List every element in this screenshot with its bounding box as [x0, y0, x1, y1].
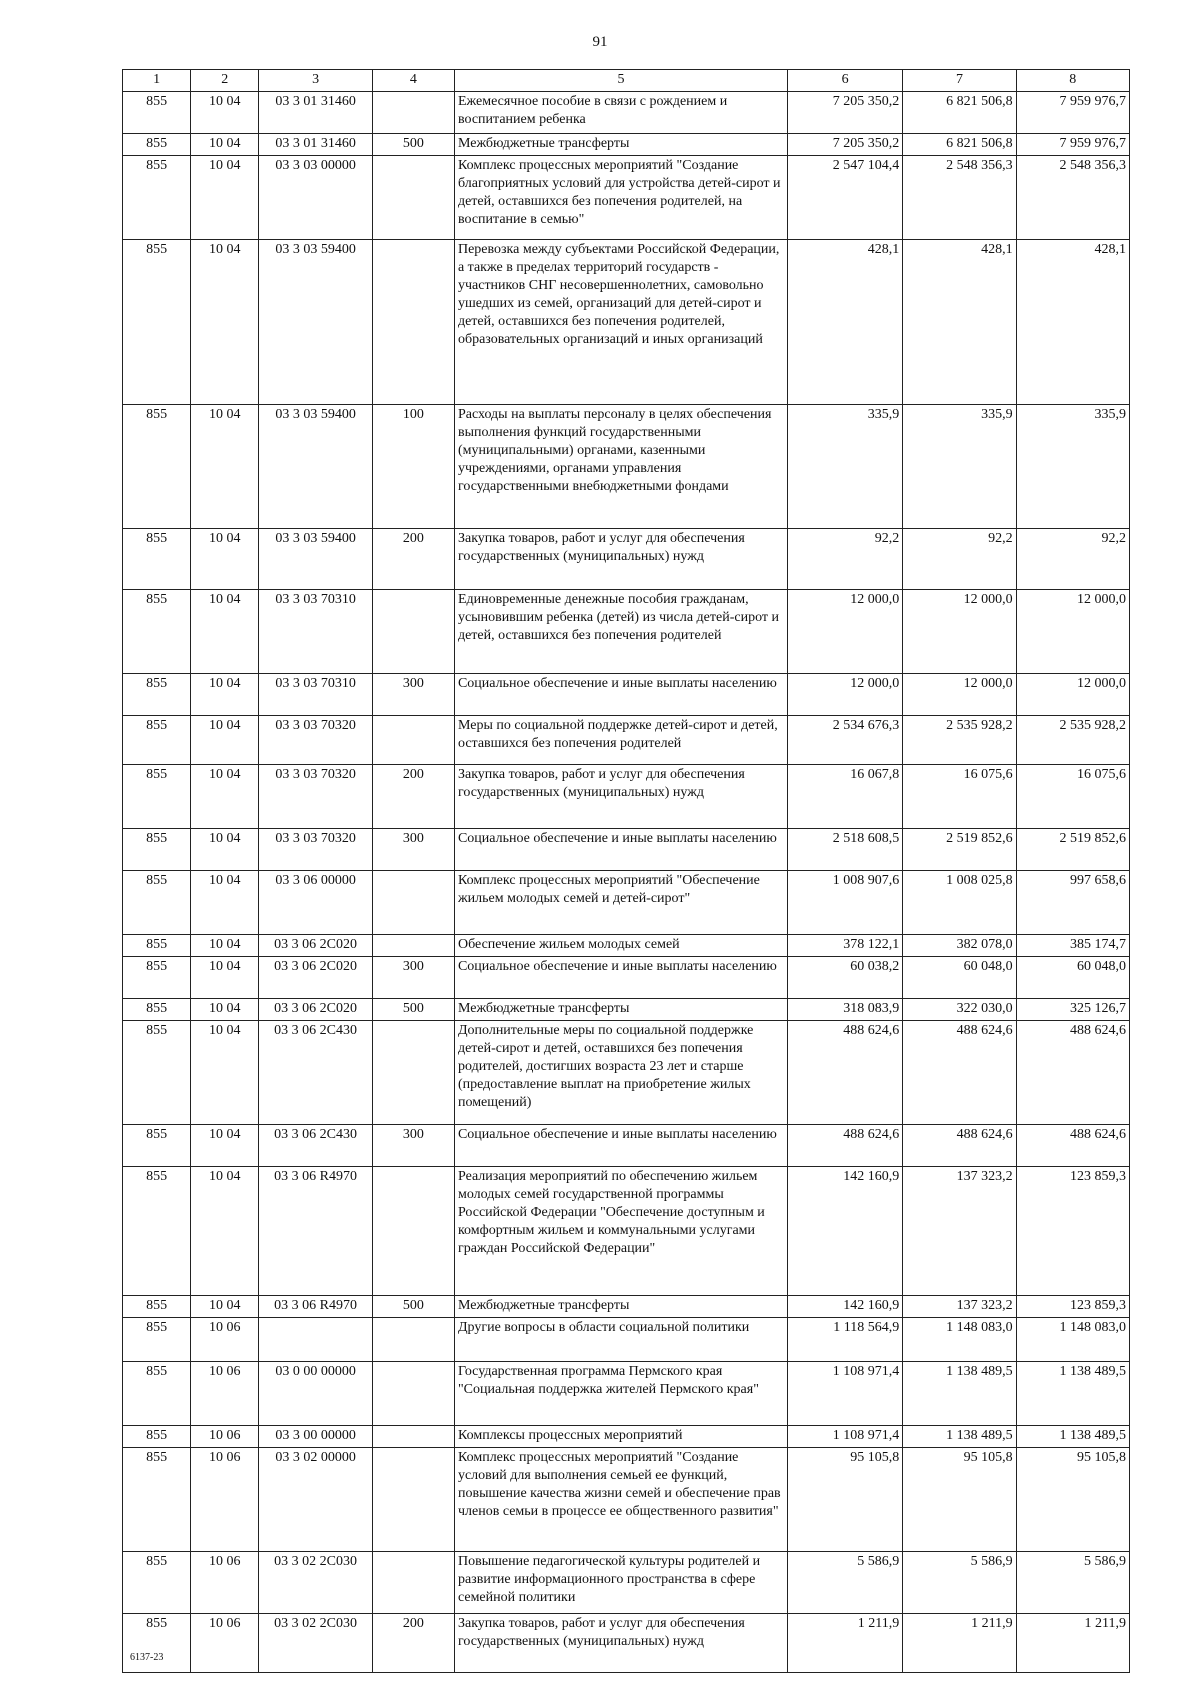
- expense-type-cell: 100: [372, 405, 454, 529]
- target-article-cell: 03 3 06 R4970: [259, 1296, 372, 1318]
- expense-type-cell: 300: [372, 829, 454, 871]
- amount-col8-cell: 7 959 976,7: [1016, 134, 1129, 156]
- amount-col6-cell: 488 624,6: [787, 1125, 902, 1167]
- amount-col8-cell: 1 148 083,0: [1016, 1318, 1129, 1362]
- amount-col8-cell: 123 859,3: [1016, 1296, 1129, 1318]
- description-cell: Ежемесячное пособие в связи с рождением и воспитанием ребенка: [454, 92, 787, 134]
- grbs-code-cell: 855: [123, 765, 191, 829]
- amount-col8-cell: 385 174,7: [1016, 935, 1129, 957]
- section-code-cell: 10 04: [191, 1021, 259, 1125]
- description-cell: Комплексы процессных мероприятий: [454, 1426, 787, 1448]
- section-code-cell: 10 04: [191, 134, 259, 156]
- expense-type-cell: 200: [372, 1614, 454, 1673]
- grbs-code-cell: 855: [123, 1021, 191, 1125]
- grbs-code-cell: 855: [123, 674, 191, 716]
- description-cell: Перевозка между субъектами Российской Федерации, а также в пределах территорий государств - участников СНГ несовершеннолетних, самовольно ушедших из семей, организаций для детей-сирот и детей, оставшихся без попечения родителей, образовательных организаций и иных организаций: [454, 240, 787, 405]
- expense-type-cell: 500: [372, 134, 454, 156]
- column-header: 8: [1016, 70, 1129, 92]
- amount-col7-cell: 92,2: [903, 529, 1016, 590]
- target-article-cell: 03 3 03 70320: [259, 765, 372, 829]
- description-cell: Комплекс процессных мероприятий "Создание условий для выполнения семьей ее функций, повышение качества жизни семей и обеспечение прав членов семьи в процессе ее общественного развития": [454, 1448, 787, 1552]
- grbs-code-cell: 855: [123, 871, 191, 935]
- amount-col6-cell: 5 586,9: [787, 1552, 902, 1614]
- amount-col8-cell: 2 548 356,3: [1016, 156, 1129, 240]
- table-row: [123, 765, 1130, 829]
- column-header: 6: [787, 70, 902, 92]
- table-row: [123, 1021, 1130, 1125]
- amount-col8-cell: 123 859,3: [1016, 1167, 1129, 1296]
- table-row: [123, 716, 1130, 765]
- target-article-cell: 03 3 03 70320: [259, 716, 372, 765]
- section-code-cell: 10 06: [191, 1614, 259, 1673]
- expense-type-cell: [372, 1167, 454, 1296]
- amount-col7-cell: 1 008 025,8: [903, 871, 1016, 935]
- column-number-row: [123, 70, 1130, 92]
- table-row: [123, 134, 1130, 156]
- section-code-cell: 10 04: [191, 765, 259, 829]
- amount-col6-cell: 16 067,8: [787, 765, 902, 829]
- amount-col8-cell: 12 000,0: [1016, 674, 1129, 716]
- grbs-code-cell: 855: [123, 1448, 191, 1552]
- target-article-cell: 03 3 01 31460: [259, 134, 372, 156]
- amount-col7-cell: 2 548 356,3: [903, 156, 1016, 240]
- expense-type-cell: 500: [372, 1296, 454, 1318]
- grbs-code-cell: 855: [123, 716, 191, 765]
- amount-col6-cell: 1 108 971,4: [787, 1362, 902, 1426]
- amount-col7-cell: 335,9: [903, 405, 1016, 529]
- amount-col6-cell: 12 000,0: [787, 590, 902, 674]
- description-cell: Закупка товаров, работ и услуг для обеспечения государственных (муниципальных) нужд: [454, 1614, 787, 1673]
- target-article-cell: 03 3 03 59400: [259, 529, 372, 590]
- amount-col8-cell: 428,1: [1016, 240, 1129, 405]
- amount-col7-cell: 1 138 489,5: [903, 1362, 1016, 1426]
- amount-col7-cell: 12 000,0: [903, 590, 1016, 674]
- expense-type-cell: [372, 240, 454, 405]
- description-cell: Комплекс процессных мероприятий "Создание благоприятных условий для устройства детей-сирот и детей, оставшихся без попечения родителей, на воспитание в семью": [454, 156, 787, 240]
- column-header: 3: [259, 70, 372, 92]
- grbs-code-cell: 855: [123, 1125, 191, 1167]
- table-row: [123, 1125, 1130, 1167]
- amount-col7-cell: 6 821 506,8: [903, 134, 1016, 156]
- section-code-cell: 10 06: [191, 1552, 259, 1614]
- section-code-cell: 10 04: [191, 674, 259, 716]
- amount-col8-cell: 16 075,6: [1016, 765, 1129, 829]
- target-article-cell: [259, 1318, 372, 1362]
- amount-col6-cell: 335,9: [787, 405, 902, 529]
- amount-col8-cell: 7 959 976,7: [1016, 92, 1129, 134]
- grbs-code-cell: 855: [123, 1167, 191, 1296]
- amount-col6-cell: 142 160,9: [787, 1296, 902, 1318]
- expense-type-cell: 500: [372, 999, 454, 1021]
- description-cell: Социальное обеспечение и иные выплаты населению: [454, 1125, 787, 1167]
- section-code-cell: 10 06: [191, 1362, 259, 1426]
- grbs-code-cell: 855: [123, 1296, 191, 1318]
- amount-col6-cell: 1 008 907,6: [787, 871, 902, 935]
- section-code-cell: 10 04: [191, 871, 259, 935]
- table-row: [123, 999, 1130, 1021]
- grbs-code-cell: 855: [123, 529, 191, 590]
- target-article-cell: 03 3 03 70320: [259, 829, 372, 871]
- expense-type-cell: [372, 716, 454, 765]
- amount-col7-cell: 95 105,8: [903, 1448, 1016, 1552]
- amount-col8-cell: 95 105,8: [1016, 1448, 1129, 1552]
- section-code-cell: 10 04: [191, 590, 259, 674]
- expense-type-cell: 300: [372, 957, 454, 999]
- amount-col8-cell: 1 211,9: [1016, 1614, 1129, 1673]
- table-row: [123, 240, 1130, 405]
- amount-col8-cell: 1 138 489,5: [1016, 1362, 1129, 1426]
- column-header: 7: [903, 70, 1016, 92]
- amount-col6-cell: 92,2: [787, 529, 902, 590]
- column-header: 5: [454, 70, 787, 92]
- amount-col8-cell: 1 138 489,5: [1016, 1426, 1129, 1448]
- section-code-cell: 10 04: [191, 156, 259, 240]
- amount-col6-cell: 428,1: [787, 240, 902, 405]
- amount-col7-cell: 6 821 506,8: [903, 92, 1016, 134]
- amount-col6-cell: 12 000,0: [787, 674, 902, 716]
- description-cell: Комплекс процессных мероприятий "Обеспечение жильем молодых семей и детей-сирот": [454, 871, 787, 935]
- amount-col8-cell: 325 126,7: [1016, 999, 1129, 1021]
- amount-col7-cell: 1 211,9: [903, 1614, 1016, 1673]
- amount-col8-cell: 92,2: [1016, 529, 1129, 590]
- description-cell: Реализация мероприятий по обеспечению жильем молодых семей государственной программы Российской Федерации "Обеспечение доступным и комфортным жильем и коммунальными услугами граждан Российской Федерации": [454, 1167, 787, 1296]
- amount-col7-cell: 5 586,9: [903, 1552, 1016, 1614]
- description-cell: Дополнительные меры по социальной поддержке детей-сирот и детей, оставшихся без попечения родителей, достигших возраста 23 лет и старше (предоставление выплат на приобретение жилых помещений): [454, 1021, 787, 1125]
- amount-col8-cell: 335,9: [1016, 405, 1129, 529]
- description-cell: Социальное обеспечение и иные выплаты населению: [454, 674, 787, 716]
- amount-col7-cell: 488 624,6: [903, 1021, 1016, 1125]
- target-article-cell: 03 3 06 2С020: [259, 999, 372, 1021]
- target-article-cell: 03 3 03 00000: [259, 156, 372, 240]
- amount-col8-cell: 2 535 928,2: [1016, 716, 1129, 765]
- expense-type-cell: [372, 1318, 454, 1362]
- grbs-code-cell: 855: [123, 829, 191, 871]
- description-cell: Закупка товаров, работ и услуг для обеспечения государственных (муниципальных) нужд: [454, 529, 787, 590]
- amount-col6-cell: 1 211,9: [787, 1614, 902, 1673]
- target-article-cell: 03 3 06 R4970: [259, 1167, 372, 1296]
- section-code-cell: 10 06: [191, 1448, 259, 1552]
- amount-col7-cell: 488 624,6: [903, 1125, 1016, 1167]
- amount-col6-cell: 2 518 608,5: [787, 829, 902, 871]
- table-header: [123, 70, 1130, 92]
- target-article-cell: 03 3 01 31460: [259, 92, 372, 134]
- amount-col6-cell: 7 205 350,2: [787, 134, 902, 156]
- grbs-code-cell: 855: [123, 92, 191, 134]
- amount-col6-cell: 2 534 676,3: [787, 716, 902, 765]
- amount-col7-cell: 12 000,0: [903, 674, 1016, 716]
- table-row: [123, 674, 1130, 716]
- grbs-code-cell: 855: [123, 1614, 191, 1673]
- amount-col8-cell: 5 586,9: [1016, 1552, 1129, 1614]
- target-article-cell: 03 3 03 70310: [259, 674, 372, 716]
- description-cell: Социальное обеспечение и иные выплаты населению: [454, 829, 787, 871]
- amount-col6-cell: 378 122,1: [787, 935, 902, 957]
- amount-col7-cell: 1 148 083,0: [903, 1318, 1016, 1362]
- amount-col6-cell: 95 105,8: [787, 1448, 902, 1552]
- amount-col7-cell: 137 323,2: [903, 1296, 1016, 1318]
- section-code-cell: 10 04: [191, 935, 259, 957]
- section-code-cell: 10 04: [191, 92, 259, 134]
- grbs-code-cell: 855: [123, 1426, 191, 1448]
- grbs-code-cell: 855: [123, 240, 191, 405]
- amount-col8-cell: 488 624,6: [1016, 1021, 1129, 1125]
- table-row: [123, 871, 1130, 935]
- expense-type-cell: 300: [372, 1125, 454, 1167]
- table-row: [123, 935, 1130, 957]
- description-cell: Повышение педагогической культуры родителей и развитие информационного пространства в сфере семейной политики: [454, 1552, 787, 1614]
- section-code-cell: 10 04: [191, 999, 259, 1021]
- description-cell: Закупка товаров, работ и услуг для обеспечения государственных (муниципальных) нужд: [454, 765, 787, 829]
- column-header: 1: [123, 70, 191, 92]
- amount-col7-cell: 2 519 852,6: [903, 829, 1016, 871]
- column-header: 4: [372, 70, 454, 92]
- amount-col7-cell: 1 138 489,5: [903, 1426, 1016, 1448]
- target-article-cell: 03 3 02 2С030: [259, 1552, 372, 1614]
- description-cell: Межбюджетные трансферты: [454, 999, 787, 1021]
- table-row: [123, 156, 1130, 240]
- amount-col7-cell: 2 535 928,2: [903, 716, 1016, 765]
- target-article-cell: 03 3 03 59400: [259, 240, 372, 405]
- expense-type-cell: 200: [372, 529, 454, 590]
- expense-type-cell: 300: [372, 674, 454, 716]
- expense-type-cell: [372, 1426, 454, 1448]
- amount-col7-cell: 322 030,0: [903, 999, 1016, 1021]
- expense-type-cell: [372, 1021, 454, 1125]
- amount-col6-cell: 7 205 350,2: [787, 92, 902, 134]
- table-row: [123, 1167, 1130, 1296]
- table-row: [123, 1296, 1130, 1318]
- table-row: [123, 529, 1130, 590]
- grbs-code-cell: 855: [123, 1318, 191, 1362]
- footer-document-code: 6137-23: [130, 1652, 164, 1663]
- description-cell: Межбюджетные трансферты: [454, 1296, 787, 1318]
- table-row: [123, 1362, 1130, 1426]
- table-row: [123, 1448, 1130, 1552]
- target-article-cell: 03 0 00 00000: [259, 1362, 372, 1426]
- expense-type-cell: [372, 935, 454, 957]
- grbs-code-cell: 855: [123, 1362, 191, 1426]
- table-row: [123, 1318, 1130, 1362]
- amount-col8-cell: 60 048,0: [1016, 957, 1129, 999]
- expense-type-cell: [372, 92, 454, 134]
- table-row: [123, 1614, 1130, 1673]
- amount-col6-cell: 2 547 104,4: [787, 156, 902, 240]
- table-row: [123, 1426, 1130, 1448]
- description-cell: Единовременные денежные пособия гражданам, усыновившим ребенка (детей) из числа детей-сирот и детей, оставшихся без попечения родителей: [454, 590, 787, 674]
- grbs-code-cell: 855: [123, 1552, 191, 1614]
- description-cell: Обеспечение жильем молодых семей: [454, 935, 787, 957]
- target-article-cell: 03 3 02 00000: [259, 1448, 372, 1552]
- section-code-cell: 10 04: [191, 716, 259, 765]
- description-cell: Расходы на выплаты персоналу в целях обеспечения выполнения функций государственными (муниципальными) органами, казенными учреждениями, органами управления государственными внебюджетными фондами: [454, 405, 787, 529]
- amount-col6-cell: 318 083,9: [787, 999, 902, 1021]
- table-row: [123, 957, 1130, 999]
- table-row: [123, 92, 1130, 134]
- grbs-code-cell: 855: [123, 957, 191, 999]
- budget-table: [122, 69, 1130, 1673]
- target-article-cell: 03 3 03 59400: [259, 405, 372, 529]
- expense-type-cell: [372, 871, 454, 935]
- amount-col8-cell: 12 000,0: [1016, 590, 1129, 674]
- grbs-code-cell: 855: [123, 405, 191, 529]
- amount-col6-cell: 1 118 564,9: [787, 1318, 902, 1362]
- grbs-code-cell: 855: [123, 156, 191, 240]
- section-code-cell: 10 04: [191, 240, 259, 405]
- description-cell: Социальное обеспечение и иные выплаты населению: [454, 957, 787, 999]
- description-cell: Меры по социальной поддержке детей-сирот и детей, оставшихся без попечения родителей: [454, 716, 787, 765]
- amount-col7-cell: 16 075,6: [903, 765, 1016, 829]
- expense-type-cell: [372, 1552, 454, 1614]
- description-cell: Государственная программа Пермского края "Социальная поддержка жителей Пермского края": [454, 1362, 787, 1426]
- expense-type-cell: [372, 1362, 454, 1426]
- expense-type-cell: [372, 590, 454, 674]
- target-article-cell: 03 3 06 2С430: [259, 1125, 372, 1167]
- target-article-cell: 03 3 06 00000: [259, 871, 372, 935]
- grbs-code-cell: 855: [123, 999, 191, 1021]
- table-row: [123, 1552, 1130, 1614]
- target-article-cell: 03 3 06 2С020: [259, 957, 372, 999]
- target-article-cell: 03 3 02 2С030: [259, 1614, 372, 1673]
- amount-col7-cell: 382 078,0: [903, 935, 1016, 957]
- section-code-cell: 10 06: [191, 1318, 259, 1362]
- table-row: [123, 405, 1130, 529]
- page-number: 91: [592, 34, 608, 50]
- target-article-cell: 03 3 03 70310: [259, 590, 372, 674]
- target-article-cell: 03 3 00 00000: [259, 1426, 372, 1448]
- amount-col6-cell: 1 108 971,4: [787, 1426, 902, 1448]
- section-code-cell: 10 04: [191, 1125, 259, 1167]
- section-code-cell: 10 06: [191, 1426, 259, 1448]
- column-header: 2: [191, 70, 259, 92]
- expense-type-cell: [372, 1448, 454, 1552]
- amount-col8-cell: 2 519 852,6: [1016, 829, 1129, 871]
- target-article-cell: 03 3 06 2С430: [259, 1021, 372, 1125]
- table-body: [123, 92, 1130, 1673]
- amount-col6-cell: 60 038,2: [787, 957, 902, 999]
- grbs-code-cell: 855: [123, 935, 191, 957]
- section-code-cell: 10 04: [191, 405, 259, 529]
- section-code-cell: 10 04: [191, 829, 259, 871]
- amount-col7-cell: 60 048,0: [903, 957, 1016, 999]
- amount-col8-cell: 488 624,6: [1016, 1125, 1129, 1167]
- amount-col8-cell: 997 658,6: [1016, 871, 1129, 935]
- target-article-cell: 03 3 06 2С020: [259, 935, 372, 957]
- expense-type-cell: 200: [372, 765, 454, 829]
- section-code-cell: 10 04: [191, 1167, 259, 1296]
- amount-col6-cell: 488 624,6: [787, 1021, 902, 1125]
- description-cell: Межбюджетные трансферты: [454, 134, 787, 156]
- description-cell: Другие вопросы в области социальной политики: [454, 1318, 787, 1362]
- amount-col7-cell: 137 323,2: [903, 1167, 1016, 1296]
- section-code-cell: 10 04: [191, 529, 259, 590]
- amount-col6-cell: 142 160,9: [787, 1167, 902, 1296]
- table-row: [123, 829, 1130, 871]
- grbs-code-cell: 855: [123, 590, 191, 674]
- expense-type-cell: [372, 156, 454, 240]
- grbs-code-cell: 855: [123, 134, 191, 156]
- section-code-cell: 10 04: [191, 1296, 259, 1318]
- table-row: [123, 590, 1130, 674]
- amount-col7-cell: 428,1: [903, 240, 1016, 405]
- section-code-cell: 10 04: [191, 957, 259, 999]
